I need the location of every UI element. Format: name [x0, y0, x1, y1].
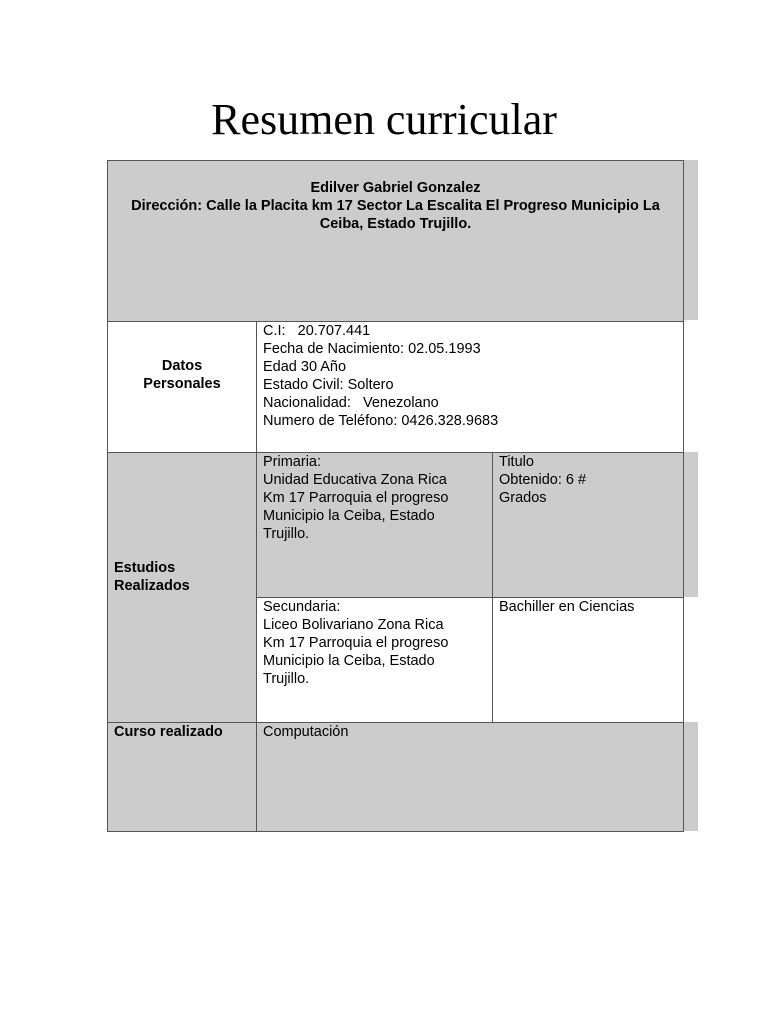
table-border [107, 831, 684, 832]
table-border [257, 597, 684, 598]
table-border [492, 452, 493, 722]
course-value-cell [257, 722, 684, 832]
nationality-text: Nacionalidad: Venezolano [263, 395, 439, 411]
phone-text: Numero de Teléfono: 0426.328.9683 [263, 413, 499, 429]
primary-line: Km 17 Parroquia el progreso [263, 490, 449, 506]
ci-text: C.I: 20.707.441 [263, 323, 371, 339]
secondary-line: Km 17 Parroquia el progreso [263, 635, 449, 651]
secondary-line: Trujillo. [263, 671, 310, 687]
primary-line: Unidad Educativa Zona Rica [263, 472, 447, 488]
personal-label: Personales [143, 376, 221, 392]
primary-title-cell [493, 452, 684, 598]
secondary-line: Municipio la Ceiba, Estado [263, 653, 435, 669]
header-cell [107, 160, 684, 321]
table-border [256, 321, 257, 832]
address-line: Dirección: Calle la Placita km 17 Sector La Escalita El Progreso Municipio La [131, 198, 660, 214]
primary-line: Primaria: [263, 454, 322, 470]
candidate-name: Edilver Gabriel Gonzalez [310, 180, 481, 196]
page-title: Resumen curricular [211, 95, 557, 144]
table-edge-strip [684, 160, 698, 320]
primary-cell [257, 452, 493, 598]
table-border [107, 321, 684, 322]
personal-data-cell [257, 321, 684, 452]
primary-title-line: Titulo [499, 454, 534, 470]
primary-line: Trujillo. [263, 526, 310, 542]
personal-label: Datos [161, 358, 203, 374]
table-border [107, 160, 108, 832]
personal-label-cell [107, 321, 257, 452]
studies-label: Realizados [114, 578, 190, 594]
secondary-line: Liceo Bolivariano Zona Rica [263, 617, 444, 633]
table-border [107, 160, 684, 161]
address-line: Ceiba, Estado Trujillo. [319, 216, 472, 232]
studies-label-cell [107, 452, 257, 722]
table-edge-strip [684, 722, 698, 831]
course-label: Curso realizado [114, 724, 223, 740]
table-border [107, 722, 684, 723]
primary-line: Municipio la Ceiba, Estado [263, 508, 435, 524]
table-border [107, 452, 684, 453]
studies-label: Estudios [114, 560, 176, 576]
age-text: Edad 30 Año [263, 359, 347, 375]
civil-text: Estado Civil: Soltero [263, 377, 394, 393]
secondary-cell [257, 598, 493, 722]
primary-title-line: Grados [499, 490, 547, 506]
course-label-cell [107, 722, 257, 832]
birth-text: Fecha de Nacimiento: 02.05.1993 [263, 341, 481, 357]
secondary-title-cell [493, 598, 684, 722]
secondary-title: Bachiller en Ciencias [499, 599, 635, 615]
secondary-line: Secundaria: [263, 599, 341, 615]
table-border [683, 160, 684, 832]
primary-title-line: Obtenido: 6 # [499, 472, 587, 488]
course-value: Computación [263, 724, 349, 740]
table-edge-strip [684, 452, 698, 597]
